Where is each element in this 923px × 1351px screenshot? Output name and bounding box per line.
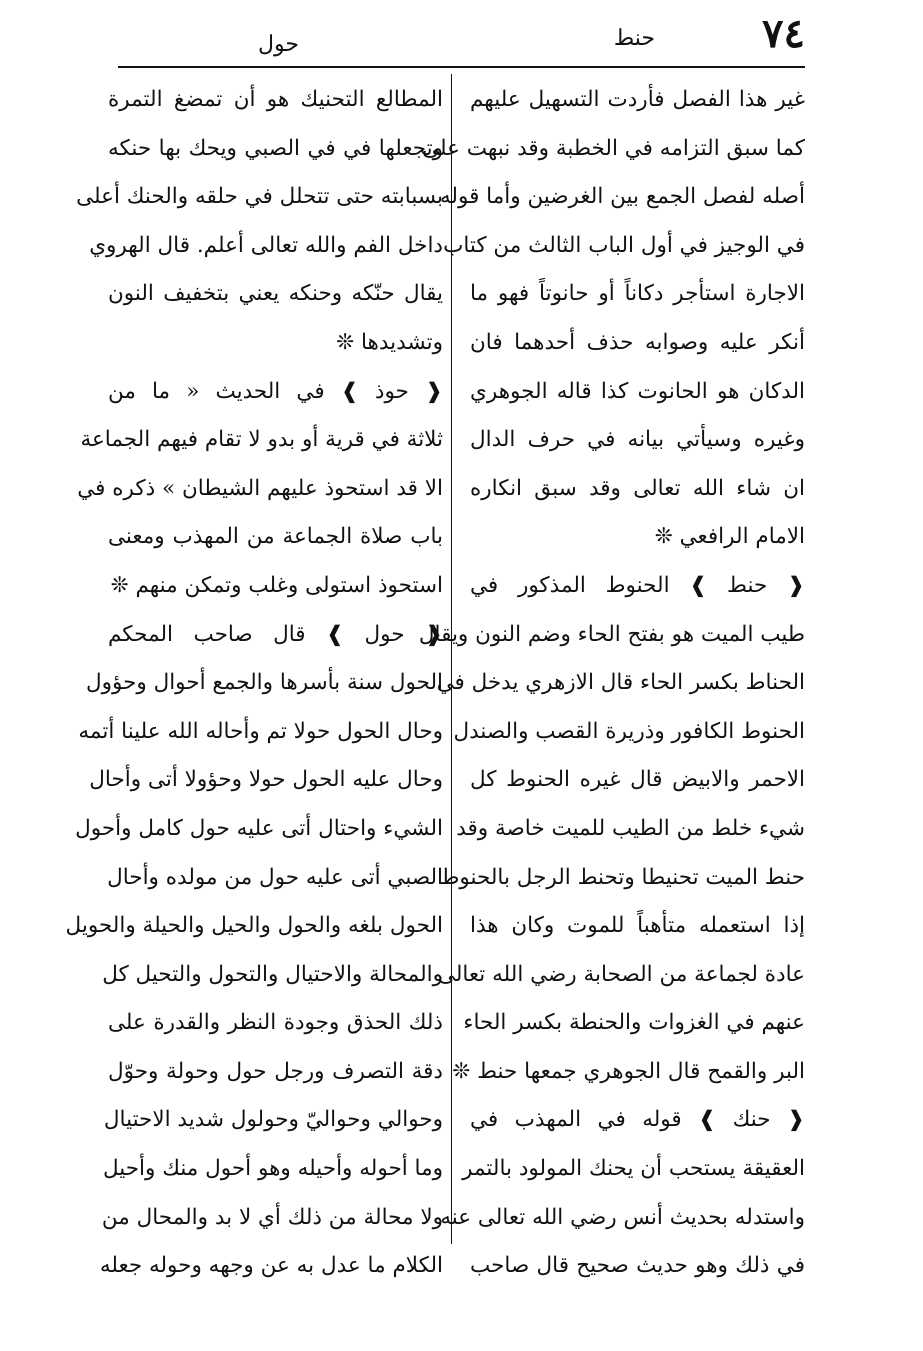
text-line: المطالع التحنيك هو أن تمضغ التمرة (108, 87, 443, 112)
text-line: العقيقة يستحب أن يحنك المولود بالتمر (462, 1156, 805, 1182)
text-line: والمحالة والاحتيال والتحول والتحيل كل (102, 961, 443, 987)
text-line: الحناط بكسر الحاء قال الازهري يدخل في (436, 670, 805, 696)
right-column (418, 76, 805, 1291)
text-line: داخل الفم والله تعالى أعلم. قال الهروي (89, 232, 443, 258)
text-line: حنط الميت تحنيطا وتحنط الرجل بالحنوط (439, 864, 805, 890)
text-line: البر والقمح قال الجوهري جمعها حنط ❊ (452, 1058, 805, 1084)
text-line: طيب الميت هو بفتح الحاء وضم النون ويقال (418, 621, 805, 647)
text-line: وتشديدها ❊ (336, 329, 443, 355)
text-line: شيء خلط من الطيب للميت خاصة وقد (456, 815, 805, 841)
text-line: وحال عليه الحول حولا وحؤولا أتى وأحال (89, 767, 443, 793)
text-line: وتجعلها في في الصبي ويحك بها حنكه (108, 135, 443, 161)
text-line: الشيء واحتال أتى عليه حول كامل وأحول (75, 815, 443, 841)
text-line: إذا استعمله متأهباً للموت وكان هذا (470, 913, 805, 939)
text-line: في الوجيز في أول الباب الثالث من كتاب (443, 232, 805, 258)
text-line: وحال الحول حولا تم وأحاله الله علينا أتمه (78, 718, 443, 744)
text-line: ذلك الحذق وجودة النظر والقدرة على (108, 1010, 443, 1036)
page-number: ٧٤ (762, 10, 805, 57)
text-line: ثلاثة في قرية أو بدو لا تقام فيهم الجماعة (80, 427, 443, 453)
text-line: الاحمر والابيض قال غيره الحنوط كل (470, 767, 805, 793)
running-header (118, 10, 805, 64)
headword-left: حول (258, 32, 299, 57)
text-line: ❰ حوذ ❱ في الحديث « ما من (108, 378, 443, 404)
text-line: باب صلاة الجماعة من المهذب ومعنى (108, 524, 443, 550)
headword-right: حنط (613, 26, 655, 51)
text-line: الا قد استحوذ عليهم الشيطان » ذكره في (77, 475, 443, 501)
text-line: أنكر عليه وصوابه حذف أحدهما فان (470, 329, 805, 355)
text-line: دقة التصرف ورجل حول وحولة وحوّل (108, 1058, 443, 1084)
text-line: بسبابته حتى تتحلل في حلقه والحنك أعلى (76, 184, 443, 210)
text-line: الكلام ما عدل به عن وجهه وحوله جعله (99, 1253, 443, 1279)
text-line: الحول سنة بأسرها والجمع أحوال وحؤول (85, 670, 443, 696)
text-line: وحوالي وحواليّ وحولول شديد الاحتيال (103, 1107, 443, 1133)
left-column (65, 76, 443, 1291)
text-line: ❰ حول ❱ قال صاحب المحكم (108, 621, 443, 647)
text-line: في ذلك وهو حديث صحيح قال صاحب (470, 1253, 805, 1279)
text-line: غير هذا الفصل فأردت التسهيل عليهم (470, 87, 805, 112)
text-line: ❰ حنك ❱ قوله في المهذب في (470, 1107, 805, 1133)
text-line: أصله لفصل الجمع بين الغرضين وأما قوله (439, 184, 805, 210)
text-line: ولا محالة من ذلك أي لا بد والمحال من (101, 1204, 443, 1230)
text-line: واستدله بحديث أنس رضي الله تعالى عنه (440, 1204, 805, 1230)
text-line: الدكان هو الحانوت كذا قاله الجوهري (470, 378, 805, 404)
text-line: وما أحوله وأحيله وهو أحول منك وأحيل (102, 1156, 443, 1182)
text-line: يقال حنّكه وحنكه يعني بتخفيف النون (108, 281, 443, 307)
text-line: الامام الرافعي ❊ (654, 524, 805, 550)
text-line: وغيره وسيأتي بيانه في حرف الدال (470, 427, 805, 453)
text-line: ❰ حنط ❱ الحنوط المذكور في (470, 572, 805, 598)
text-line: عادة لجماعة من الصحابة رضي الله تعالى (437, 961, 805, 987)
text-line: استحوذ استولى وغلب وتمكن منهم ❊ (110, 572, 443, 598)
text-line: كما سبق التزامه في الخطبة وقد نبهت على (422, 135, 805, 161)
text-line: الحول بلغه والحول والحيل والحيلة والحويل (65, 913, 443, 939)
text-line: ان شاء الله تعالى وقد سبق انكاره (470, 475, 805, 501)
text-line: الاجارة استأجر دكاناً أو حانوتاً فهو ما (470, 281, 805, 307)
header-rule (118, 66, 805, 68)
text-line: الصبي أتى عليه حول من مولده وأحال (107, 864, 443, 890)
text-line: عنهم في الغزوات والحنطة بكسر الحاء (463, 1010, 805, 1036)
column-divider (451, 74, 452, 1244)
text-line: الحنوط الكافور وذريرة القصب والصندل (453, 718, 805, 744)
